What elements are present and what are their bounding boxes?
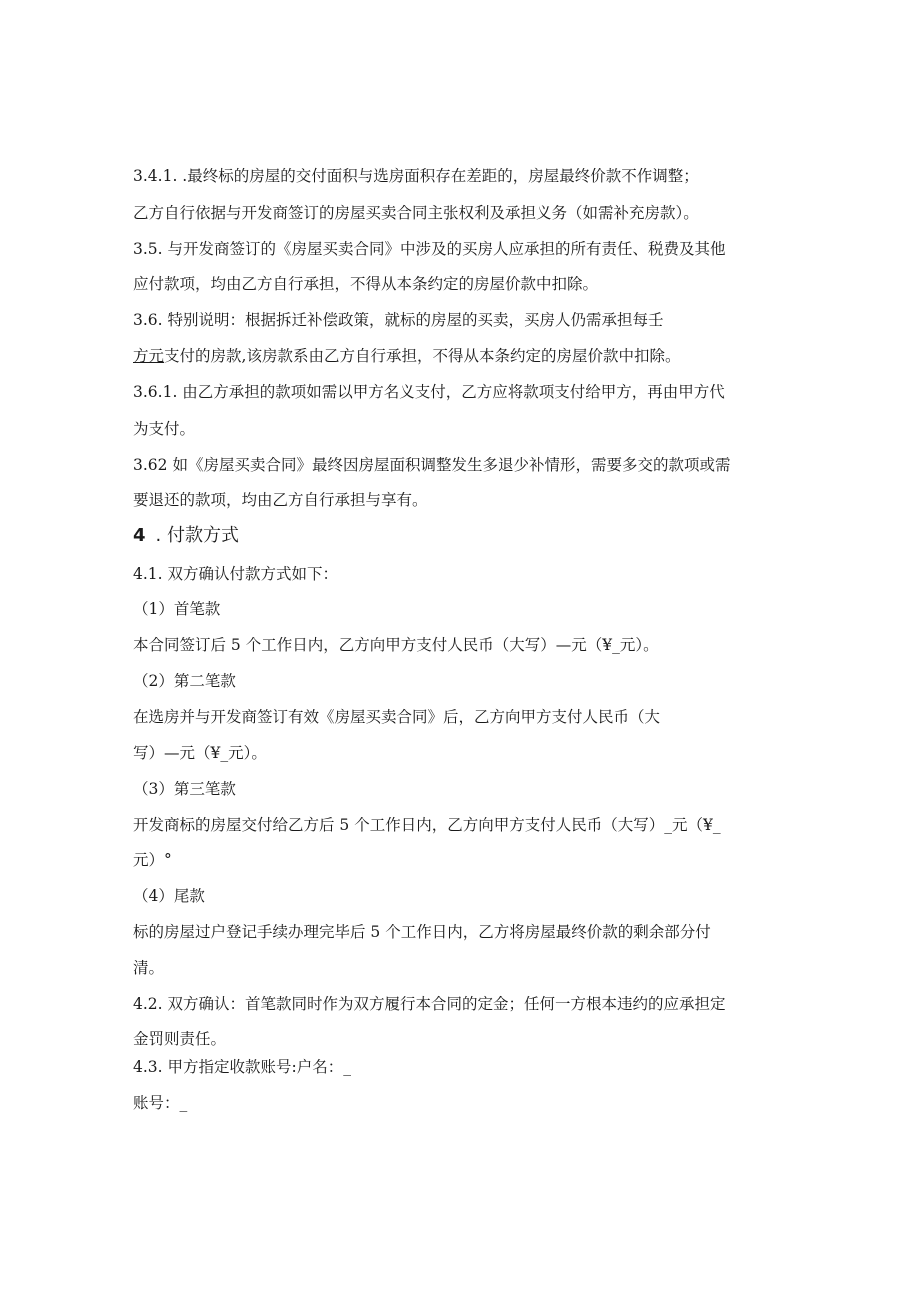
clause-3-5-line2: 应付款项，均由乙方自行承担，不得从本条约定的房屋价款中扣除。 (133, 275, 599, 293)
payment-2-text-line2: 写）—元（¥_元）。 (133, 744, 267, 762)
clause-4-3-account-number: 账号：_ (133, 1094, 188, 1112)
section-4-number: 4 (133, 525, 146, 546)
clause-3-6-1-line2: 为支付。 (133, 420, 196, 438)
clause-3-6-line1: 3.6. 特别说明：根据拆迁补偿政策，就标的房屋的买卖，买房人仍需承担每壬 (133, 311, 664, 329)
clause-3-6-1-line1: 3.6.1. 由乙方承担的款项如需以甲方名义支付，乙方应将款项支付给甲方，再由甲方代 (133, 383, 725, 401)
clause-3-6-2-line1: 3.62 如《房屋买卖合同》最终因房屋面积调整发生多退少补情形，需要多交的款项或需 (133, 456, 731, 474)
clause-4-2-line1: 4.2. 双方确认：首笔款同时作为双方履行本合同的定金；任何一方根本违约的应承担定 (133, 995, 726, 1013)
payment-3-text-line2: 元）° (133, 851, 172, 869)
payment-1-heading: （1）首笔款 (133, 600, 221, 618)
clause-4-3-account-name: 4.3. 甲方指定收款账号:户名：_ (133, 1058, 351, 1076)
clause-4-1: 4.1. 双方确认付款方式如下： (133, 565, 339, 583)
payment-2-text-line1: 在选房并与开发商签订有效《房屋买卖合同》后，乙方向甲方支付人民币（大 (133, 708, 661, 726)
payment-4-text-line1: 标的房屋过户登记手续办理完毕后 5 个工作日内，乙方将房屋最终价款的剩余部分付 (133, 923, 711, 941)
clause-3-6-line2 (133, 346, 680, 366)
clause-3-4-1-line1: 3.4.1. .最终标的房屋的交付面积与选房面积存在差距的，房屋最终价款不作调整； (133, 167, 699, 185)
clause-3-6-2-line2: 要退还的款项，均由乙方自行承担与享有。 (133, 491, 428, 509)
payment-4-heading: （4）尾款 (133, 887, 205, 905)
section-4-title: . 付款方式 (155, 525, 239, 546)
clause-3-4-1-line2: 乙方自行依据与开发商签订的房屋买卖合同主张权利及承担义务（如需补充房款）。 (133, 204, 699, 222)
payment-4-text-line2: 清。 (133, 959, 165, 977)
payment-1-text: 本合同签订后 5 个工作日内，乙方向甲方支付人民币（大写）—元（¥_元）。 (133, 636, 659, 654)
clause-4-2-line2: 金罚则责任。 (133, 1030, 227, 1048)
clause-3-6-line2-text: 支付的房款,该房款系由乙方自行承担，不得从本条约定的房屋价款中扣除。 (164, 347, 681, 365)
payment-3-heading: （3）第三笔款 (133, 780, 236, 798)
underlined-amount: 方元 (133, 347, 165, 365)
payment-3-text-line1: 开发商标的房屋交付给乙方后 5 个工作日内，乙方向甲方支付人民币（大写）_元（¥_ (133, 816, 721, 834)
clause-3-5-line1: 3.5. 与开发商签订的《房屋买卖合同》中涉及的买房人应承担的所有责任、税费及其他 (133, 240, 726, 258)
section-4-heading (133, 525, 239, 547)
payment-2-heading: （2）第二笔款 (133, 672, 236, 690)
